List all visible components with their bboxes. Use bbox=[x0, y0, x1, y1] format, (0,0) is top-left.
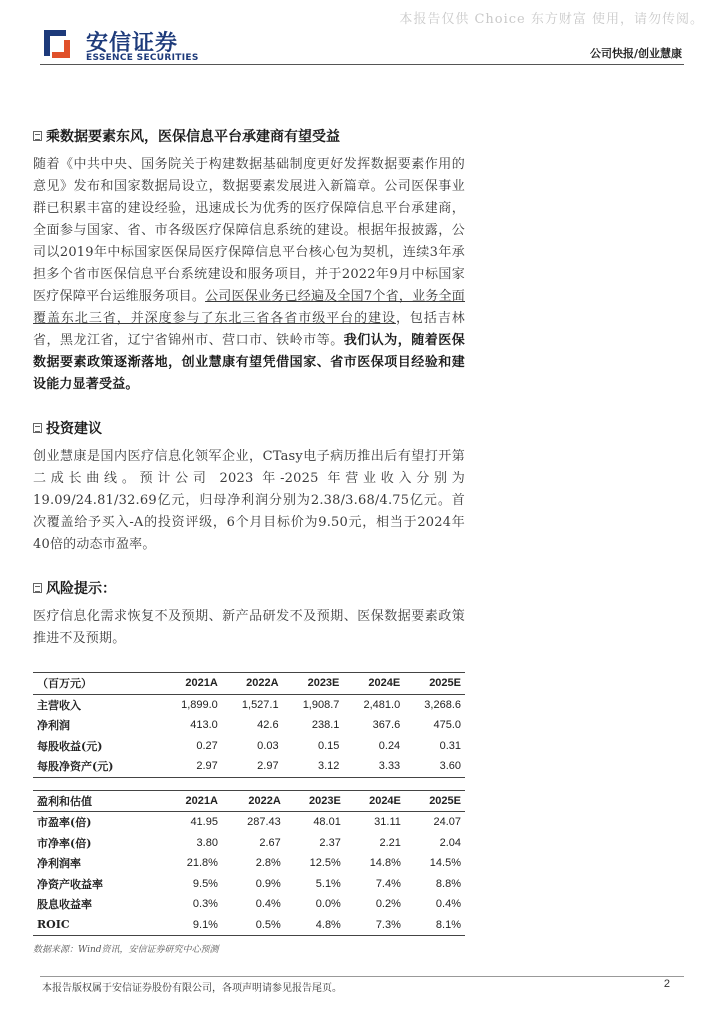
section-paragraph: 医疗信息化需求恢复不及预期、新产品研发不及预期、医保数据要素政策推进不及预期。 bbox=[33, 609, 465, 646]
valuation-table bbox=[33, 790, 465, 937]
underlined-text: 公司医保业务已经遍及全国7个省，业务全面覆盖东北三省，并深度参与了东北三省各省市级平台的建设 bbox=[33, 289, 465, 326]
table-row: 股息收益率 0.3% 0.4% 0.0% 0.2% 0.4% bbox=[37, 898, 461, 912]
table-row: 主营收入 1,899.0 1,527.1 1,908.7 2,481.0 3,268.6 bbox=[37, 698, 461, 712]
brand-logo bbox=[40, 26, 240, 66]
footer-divider bbox=[40, 976, 684, 977]
section-investment-advice bbox=[33, 418, 465, 556]
table-header-row: （百万元） 2021A 2022A 2023E 2024E 2025E bbox=[33, 673, 465, 695]
report-type: 公司快报/创业慧康 bbox=[589, 47, 682, 60]
page-number: 2 bbox=[663, 978, 670, 990]
section-data-elements bbox=[33, 126, 465, 396]
section-bullet-icon bbox=[33, 131, 42, 141]
table-row: 净资产收益率 9.5% 0.9% 5.1% 7.4% 8.8% bbox=[37, 877, 461, 891]
table-row: 净利润 413.0 42.6 238.1 367.6 475.0 bbox=[37, 719, 461, 733]
header-divider bbox=[40, 64, 684, 65]
main-content bbox=[33, 126, 465, 955]
section-heading: 投资建议 bbox=[33, 418, 465, 438]
brand-name-en: ESSENCE SECURITIES bbox=[86, 53, 199, 63]
watermark: 本报告仅供 Choice 东方财富 使用，请勿传阅。 bbox=[399, 12, 704, 27]
brand-name-cn: 安信证券 bbox=[86, 31, 179, 56]
table-row: 每股收益(元) 0.27 0.03 0.15 0.24 0.31 bbox=[37, 739, 461, 753]
section-bullet-icon bbox=[33, 583, 42, 593]
table-row: 市盈率(倍) 41.95 287.43 48.01 31.11 24.07 bbox=[37, 816, 461, 830]
section-heading: 风险提示： bbox=[33, 578, 465, 598]
bold-conclusion: 我们认为，随着医保数据要素政策逐渐落地，创业慧康有望凭借国家、省市医保项目经验和建设能力显著受益。 bbox=[33, 333, 465, 392]
table-row: 每股净资产(元) 2.97 2.97 3.12 3.33 3.60 bbox=[33, 756, 465, 777]
data-source-note: 数据来源：Wind资讯，安信证券研究中心预测 bbox=[33, 945, 219, 955]
table-header-row: 盈利和估值 2021A 2022A 2023E 2024E 2025E bbox=[33, 790, 465, 812]
section-heading: 乘数据要素东风，医保信息平台承建商有望受益 bbox=[33, 126, 465, 146]
table-gap bbox=[33, 778, 465, 790]
table-row: 市净率(倍) 3.80 2.67 2.37 2.21 2.04 bbox=[37, 836, 461, 850]
financial-table bbox=[33, 672, 465, 778]
section-paragraph: 随着《中共中央、国务院关于构建数据基础制度更好发挥数据要素作用的意见》发布和国家数据局设立，数据要素发展进入新篇章。公司医保事业群已积累丰富的建设经验，迅速成长为优秀的医疗保障信息平台承建商，全面参与国家、省、市各级医疗保障信息系统的建设。根据年报披露，公司以2019年中标国家医保局医疗保障信息平台核心包为契机，连续3年承担多个省市医保信息平台系统建设和服务项目，并于2022年9月中标国家医疗保障平台运维服务项目。公司医保业务已经遍及全国7个省，业务全面覆盖东北三省，并深度参与了东北三省各省市级平台的建设，包括吉林省，黑龙江省，辽宁省锦州市、营口市、铁岭市等。我们认为，随着医保数据要素政策逐渐落地，创业慧康有望凭借国家、省市医保项目经验和建设能力显著受益。 bbox=[33, 157, 465, 392]
logo-mark-icon bbox=[40, 26, 74, 62]
section-risk bbox=[33, 578, 465, 650]
footer-disclaimer: 本报告版权属于安信证券股份有限公司，各项声明请参见报告尾页。 bbox=[42, 983, 342, 994]
table-row: 净利润率 21.8% 2.8% 12.5% 14.8% 14.5% bbox=[37, 857, 461, 871]
section-bullet-icon bbox=[33, 423, 42, 433]
table-row: ROIC 9.1% 0.5% 4.8% 7.3% 8.1% bbox=[33, 915, 465, 936]
section-paragraph: 创业慧康是国内医疗信息化领军企业，CTasy电子病历推出后有望打开第二成长曲线。预计公司 2023 年-2025 年营业收入分别为19.09/24.81/32.69亿元，归母净利润分别为2.38/3.68/4.75亿元。首次覆盖给予买入-A的投资评级，6个月目标价为9.50元，相当于2024年40倍的动态市盈率。 bbox=[33, 449, 465, 552]
